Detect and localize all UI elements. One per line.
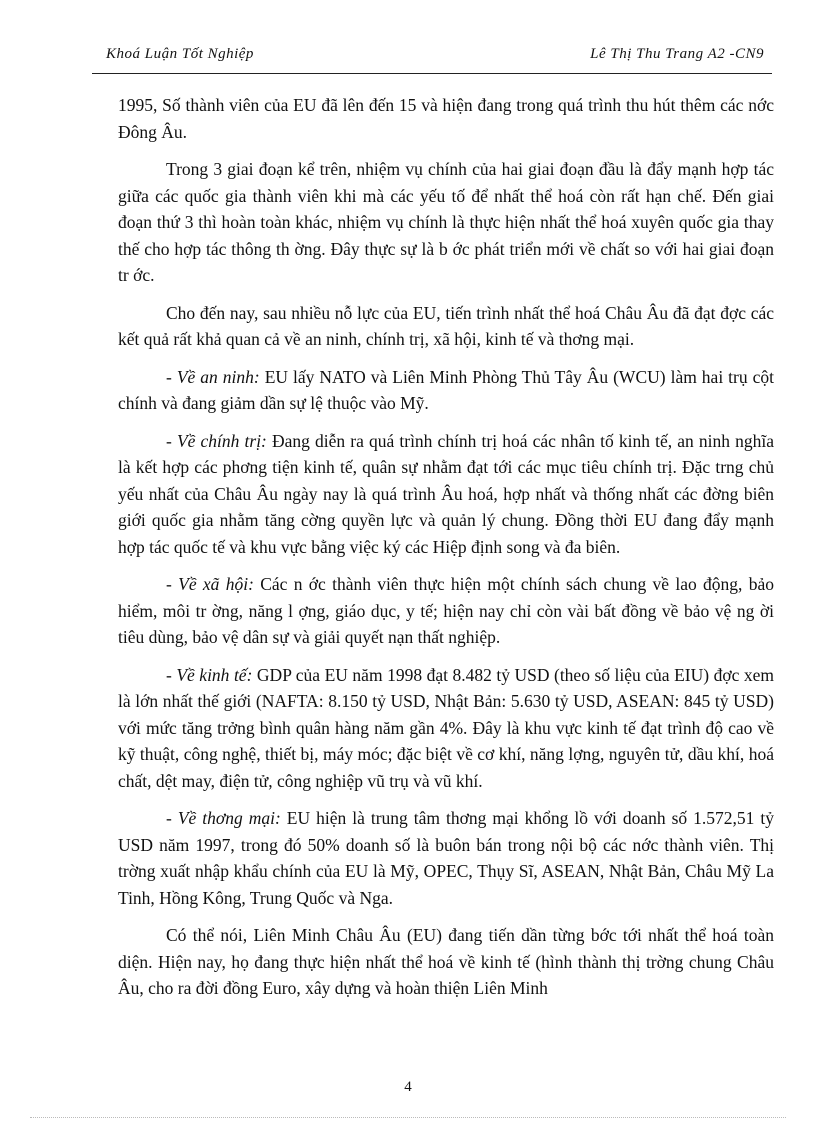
paragraph-text: EU lấy NATO và Liên Minh Phòng Thủ Tây Âu (WCU) làm hai trụ cột chính và đang giảm dần sự lệ thuộc vào Mỹ. [118,366,774,413]
paragraph-text: GDP của EU năm 1998 đạt 8.482 tỷ USD (theo số liệu của EIU) đợc xem là lớn nhất thế giới (NAFTA: 8.150 tỷ USD, Nhật Bản: 5.630 tỷ USD, ASEAN: 845 tỷ USD) với mức tăng trởng bình quân hàng năm gần 4%. Đây là khu vực kinh tế đạt trình độ cao về kỹ thuật, công nghệ, thiết bị, máy móc; đặc biệt về cơ khí, năng lợng, nguyên tử, dầu khí, hoá chất, dệt may, điện tử, công nghiệp vũ trụ và vũ khí. [118,664,774,791]
paragraph [118,922,774,1002]
paragraph-label: - Về thơng mại: [166,808,281,828]
paragraph-continuation [118,92,774,145]
paragraph [118,300,774,353]
header-divider [92,73,772,74]
paragraph-label: - Về kinh tế: [166,664,253,685]
page-number: 4 [404,1079,412,1095]
paragraph-text: Trong 3 giai đoạn kể trên, nhiệm vụ chính của hai giai đoạn đầu là đẩy mạnh hợp tác giữa các quốc gia thành viên khi mà các yếu tố để nhất thể hoá còn rất hạn chế. Đến giai đoạn thứ 3 thì hoàn toàn khác, nhiệm vụ chính là thực hiện nhất thể hoá xuyên quốc gia thay thế cho hợp tác thông th ờng. Đây thực sự là b ớc phát triển mới về chất so với hai giai đoạn tr ớc. [118,159,774,285]
paragraph-text: EU hiện là trung tâm thơng mại khổng lồ với doanh số 1.572,51 tỷ USD năm 1997, trong đó 50% doanh số là buôn bán trong nội bộ các nớc thành viên. Thị trờng xuất nhập khẩu chính của EU là Mỹ, OPEC, Thụy Sĩ, ASEAN, Nhật Bản, Châu Mỹ La Tinh, Hồng Kông, Trung Quốc và Nga. [118,808,774,908]
header-left-title: Khoá Luận Tốt Nghiệp [106,46,254,62]
paragraph-text: Các n ớc thành viên thực hiện một chính sách chung về lao động, bảo hiểm, môi tr ờng, năng l ợng, giáo dục, y tế; hiện nay chỉ còn vài bất đồng về bảo vệ ng ời tiêu dùng, bảo vệ dân sự và giải quyết nạn thất nghiệp. [118,574,774,647]
paragraph-trade [118,805,774,911]
paragraph-economy [118,662,774,795]
paragraph-text: Có thể nói, Liên Minh Châu Âu (EU) đang tiến dần từng bớc tới nhất thể hoá toàn diện. Hiện nay, họ đang thực hiện nhất thể hoá về kinh tế (hình thành thị trờng chung Châu Âu, cho ra đời đồng Euro, xây dựng và hoàn thiện Liên Minh [118,925,774,998]
paragraph-society [118,571,774,651]
document-body [118,92,774,1013]
paragraph-politics [118,428,774,561]
paragraph-label: - Về an ninh: [166,366,260,387]
paragraph-text: 1995, Số thành viên của EU đã lên đến 15 và hiện đang trong quá trình thu hút thêm các nớc Đông Âu. [118,95,774,142]
paragraph-label: - Về xã hội: [166,574,254,594]
paragraph-text: Đang diễn ra quá trình chính trị hoá các nhân tố kinh tế, an ninh nghĩa là kết hợp các phơng tiện kinh tế, quân sự nhằm đạt tới các mục tiêu chính trị. Đặc trng chủ yếu nhất của Châu Âu ngày nay là quá trình Âu hoá, hợp nhất và thống nhất các đờng biên giới quốc gia nhằm tăng cờng quyền lực và quản lý chung. Đồng thời EU đang đẩy mạnh hợp tác quốc tế và khu vực bằng việc ký các Hiệp định song và đa biên. [118,430,774,557]
paragraph-label: - Về chính trị: [166,430,267,451]
footer-divider [30,1117,786,1118]
page-header [92,38,770,72]
paragraph-text: Cho đến nay, sau nhiều nỗ lực của EU, tiến trình nhất thể hoá Châu Âu đã đạt đợc các kết quả rất khả quan cả về an ninh, chính trị, xã hội, kinh tế và thơng mại. [118,302,774,349]
header-right-author: Lê Thị Thu Trang A2 -CN9 [590,46,764,62]
paragraph [118,156,774,289]
paragraph-security [118,364,774,417]
